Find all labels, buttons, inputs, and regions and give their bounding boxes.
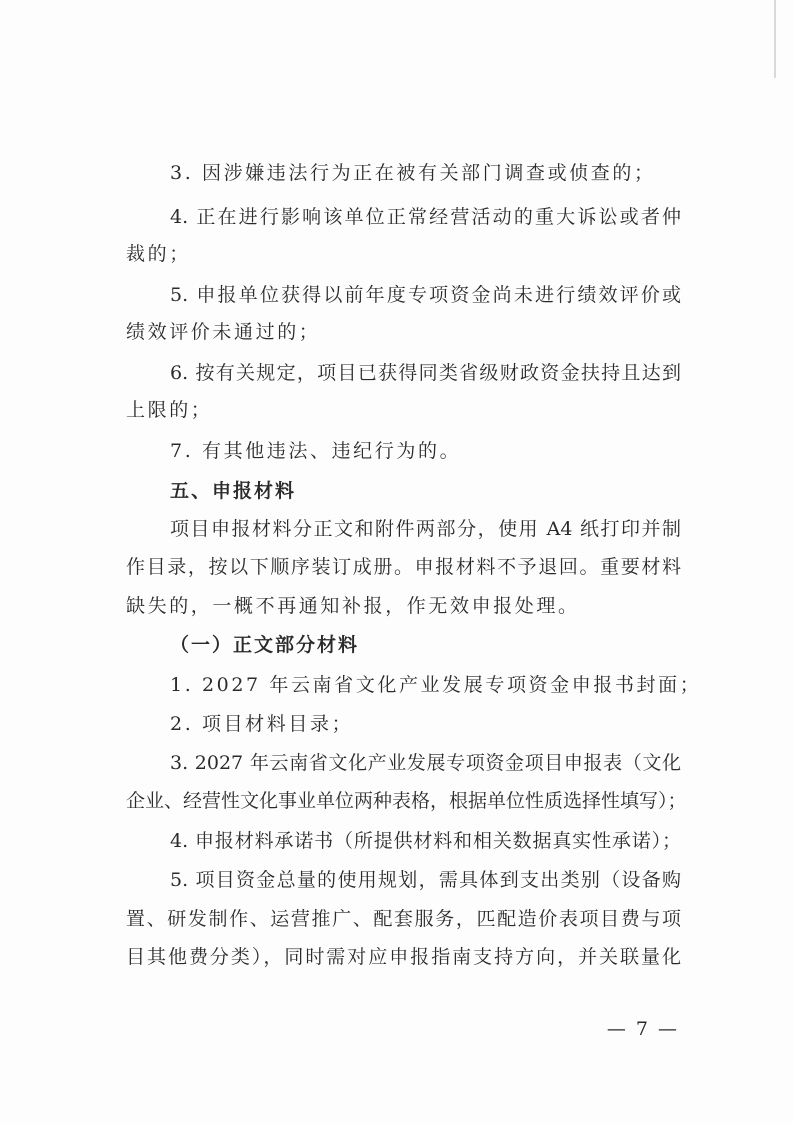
paragraph-line-1: 项目申报材料分正文和附件两部分，使用 A4 纸打印并制 bbox=[170, 518, 681, 540]
material-item-4: 4. 申报材料承诺书（所提供材料和相关数据真实性承诺）； bbox=[170, 830, 681, 852]
material-item-3-continued: 企业、经营性文化事业单位两种表格，根据单位性质选择性填写）； bbox=[126, 790, 687, 812]
material-item-5-line-2: 置、研发制作、运营推广、配套服务，匹配造价表项目费与项 bbox=[126, 908, 681, 930]
paragraph-line-3: 缺失的，一概不再通知补报，作无效申报处理。 bbox=[126, 595, 580, 617]
list-item-4-continued: 裁的； bbox=[126, 243, 191, 265]
material-item-5: 5. 项目资金总量的使用规划，需具体到支出类别（设备购 bbox=[170, 869, 681, 891]
list-item-7: 7. 有其他违法、违纪行为的。 bbox=[170, 440, 462, 462]
material-item-3: 3. 2027 年云南省文化产业发展专项资金项目申报表（文化 bbox=[170, 752, 681, 774]
material-item-5-line-3: 目其他费分类），同时需对应申报指南支持方向，并关联量化 bbox=[126, 946, 681, 968]
list-item-4: 4. 正在进行影响该单位正常经营活动的重大诉讼或者仲 bbox=[170, 206, 681, 228]
subsection-heading: （一）正文部分材料 bbox=[170, 634, 360, 656]
material-item-2: 2. 项目材料目录； bbox=[170, 713, 354, 735]
material-item-1: 1. 2027 年云南省文化产业发展专项资金申报书封面； bbox=[170, 674, 702, 696]
page-number: — 7 — bbox=[606, 1018, 679, 1040]
list-item-5-continued: 绩效评价未通过的； bbox=[126, 321, 321, 343]
paragraph-line-2: 作目录，按以下顺序装订成册。申报材料不予退回。重要材料 bbox=[126, 556, 681, 578]
section-heading: 五、申报材料 bbox=[170, 480, 297, 502]
list-item-3: 3. 因涉嫌违法行为正在被有关部门调查或侦查的； bbox=[170, 162, 656, 184]
list-item-5: 5. 申报单位获得以前年度专项资金尚未进行绩效评价或 bbox=[170, 284, 681, 306]
list-item-6: 6. 按有关规定，项目已获得同类省级财政资金扶持且达到 bbox=[170, 362, 681, 384]
scan-edge-mark bbox=[774, 0, 776, 78]
list-item-6-continued: 上限的； bbox=[126, 399, 213, 421]
